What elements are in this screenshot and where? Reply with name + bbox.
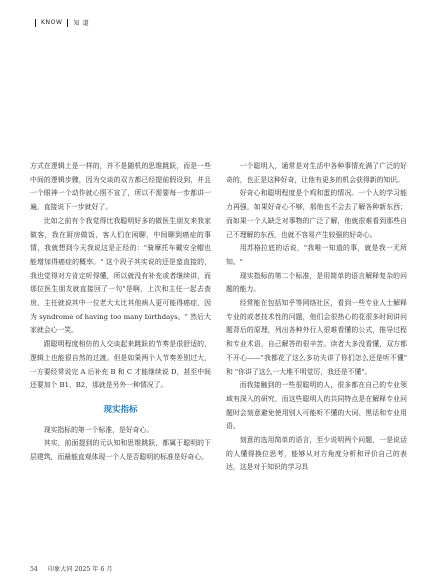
paragraph: 其实，前面提到的元认知和思维跳跃，都属于聪明的下层建筑，而最能直观体现一个人是否聪明的标准是好奇心。 (30, 439, 211, 462)
paragraph: 而我接触到的一些很聪明的人，很多都在自己的专业领域有深入的研究，而这些聪明人的共同特点是在解释专业问题时会刻意避免使用别人可能听不懂的大词、黑话和专业用语。 (226, 381, 407, 431)
paragraph: 刻意的选用简单的语言，至少说明两个问题，一是说话的人懂得换位思考，能够从对方角度分析和评价自己的表达，这是对于知识的学习具 (226, 436, 407, 472)
header-divider-middle (67, 19, 68, 27)
page-footer (30, 564, 113, 573)
page-number: 54 (30, 566, 38, 573)
section-label-cn: 知 道 (73, 20, 90, 27)
publication-info: 印象大同 2025 年 6 月 (47, 566, 113, 573)
section-heading: 现实指标 (103, 404, 138, 415)
section-header (30, 18, 89, 27)
left-column (30, 160, 211, 465)
paragraph: 方式在逻辑上是一样的，并不是随机的思维跳跃，而是一些中间的逻辑步骤，因为交谈的双方都已经提前假设到，并且一个眼神一个动作就心照不宣了，所以不需要每一步都讲一遍，直接说下一步就好了。 (30, 162, 211, 212)
right-column (226, 160, 407, 475)
paragraph: 好奇心和聪明程度是个鸡和蛋的情况。一个人的学习能力再强，如果好奇心不够，那他也不会去了解各种新东西；而如果一个人缺乏对事物的广泛了解，他就很难看到那些自己不理解的东西，也就不容易产生较强的好奇心。 (226, 189, 407, 239)
paragraph: 经常能在包括知乎等网络社区，看到一些专业人士解释专业的或者技术性的问题，他们会很热心的花很多时间讲问题背后的原理，列出各种外行人很难看懂的公式，推导过程和专业术语，自己解答的很辛苦。读者大多没看懂，双方都不开心——"我都花了这么多功夫讲了你们怎么还是听不懂" 和 "你讲了这么一大堆不明觉厉，我还是不懂"。 (226, 299, 407, 376)
paragraph: 比如之前有个我觉得比我聪明好多的做医生朋友来我家做客，我在厨房做饭，客人们在闲聊，中间聊到癌症的事情，我就想到今天我说这是正经的："骑摩托车戴安全帽也能增加得癌症的概率。" 这个段子其实说的还是蛮直接的，我也觉得对方肯定听得懂，所以就没有补充或者继续讲，而那位医生朋友就直接回了一句"是啊，上次和主任一起去查房，主任就说其中一位老大太比其他病人更可能得癌症，因为 syndrome of having too many birthdays。" 然后大家就会心一笑。 (30, 216, 211, 335)
header-divider-left (35, 19, 36, 27)
paragraph: 现实指标的第一个标准，是好奇心。 (43, 425, 154, 434)
paragraph: 一个聪明人，通常是对生活中各种事情充满了广泛的好奇的，也正是这种好奇，让他有更多的机会获得新的知识。 (226, 162, 407, 184)
section-label-en: KNOW (41, 19, 63, 26)
paragraph: 跟聪明程度相仿的人交谈起来跳跃的节奏是很舒适的，逻辑上也能很自然的过渡。但是如果两个人节奏差别过大，一方要经常说完 A 后补充 B 和 C 才能继续说 D，甚至中间还要加个 B1、B2，那就是另外一种情况了。 (30, 340, 211, 390)
paragraph: 现实指标的第二个标准，是用简单的语言解释复杂的问题的能力。 (226, 271, 407, 294)
paragraph: 用苏格拉底的话说，"我唯一知道的事，就是我一无所知。" (226, 244, 407, 266)
